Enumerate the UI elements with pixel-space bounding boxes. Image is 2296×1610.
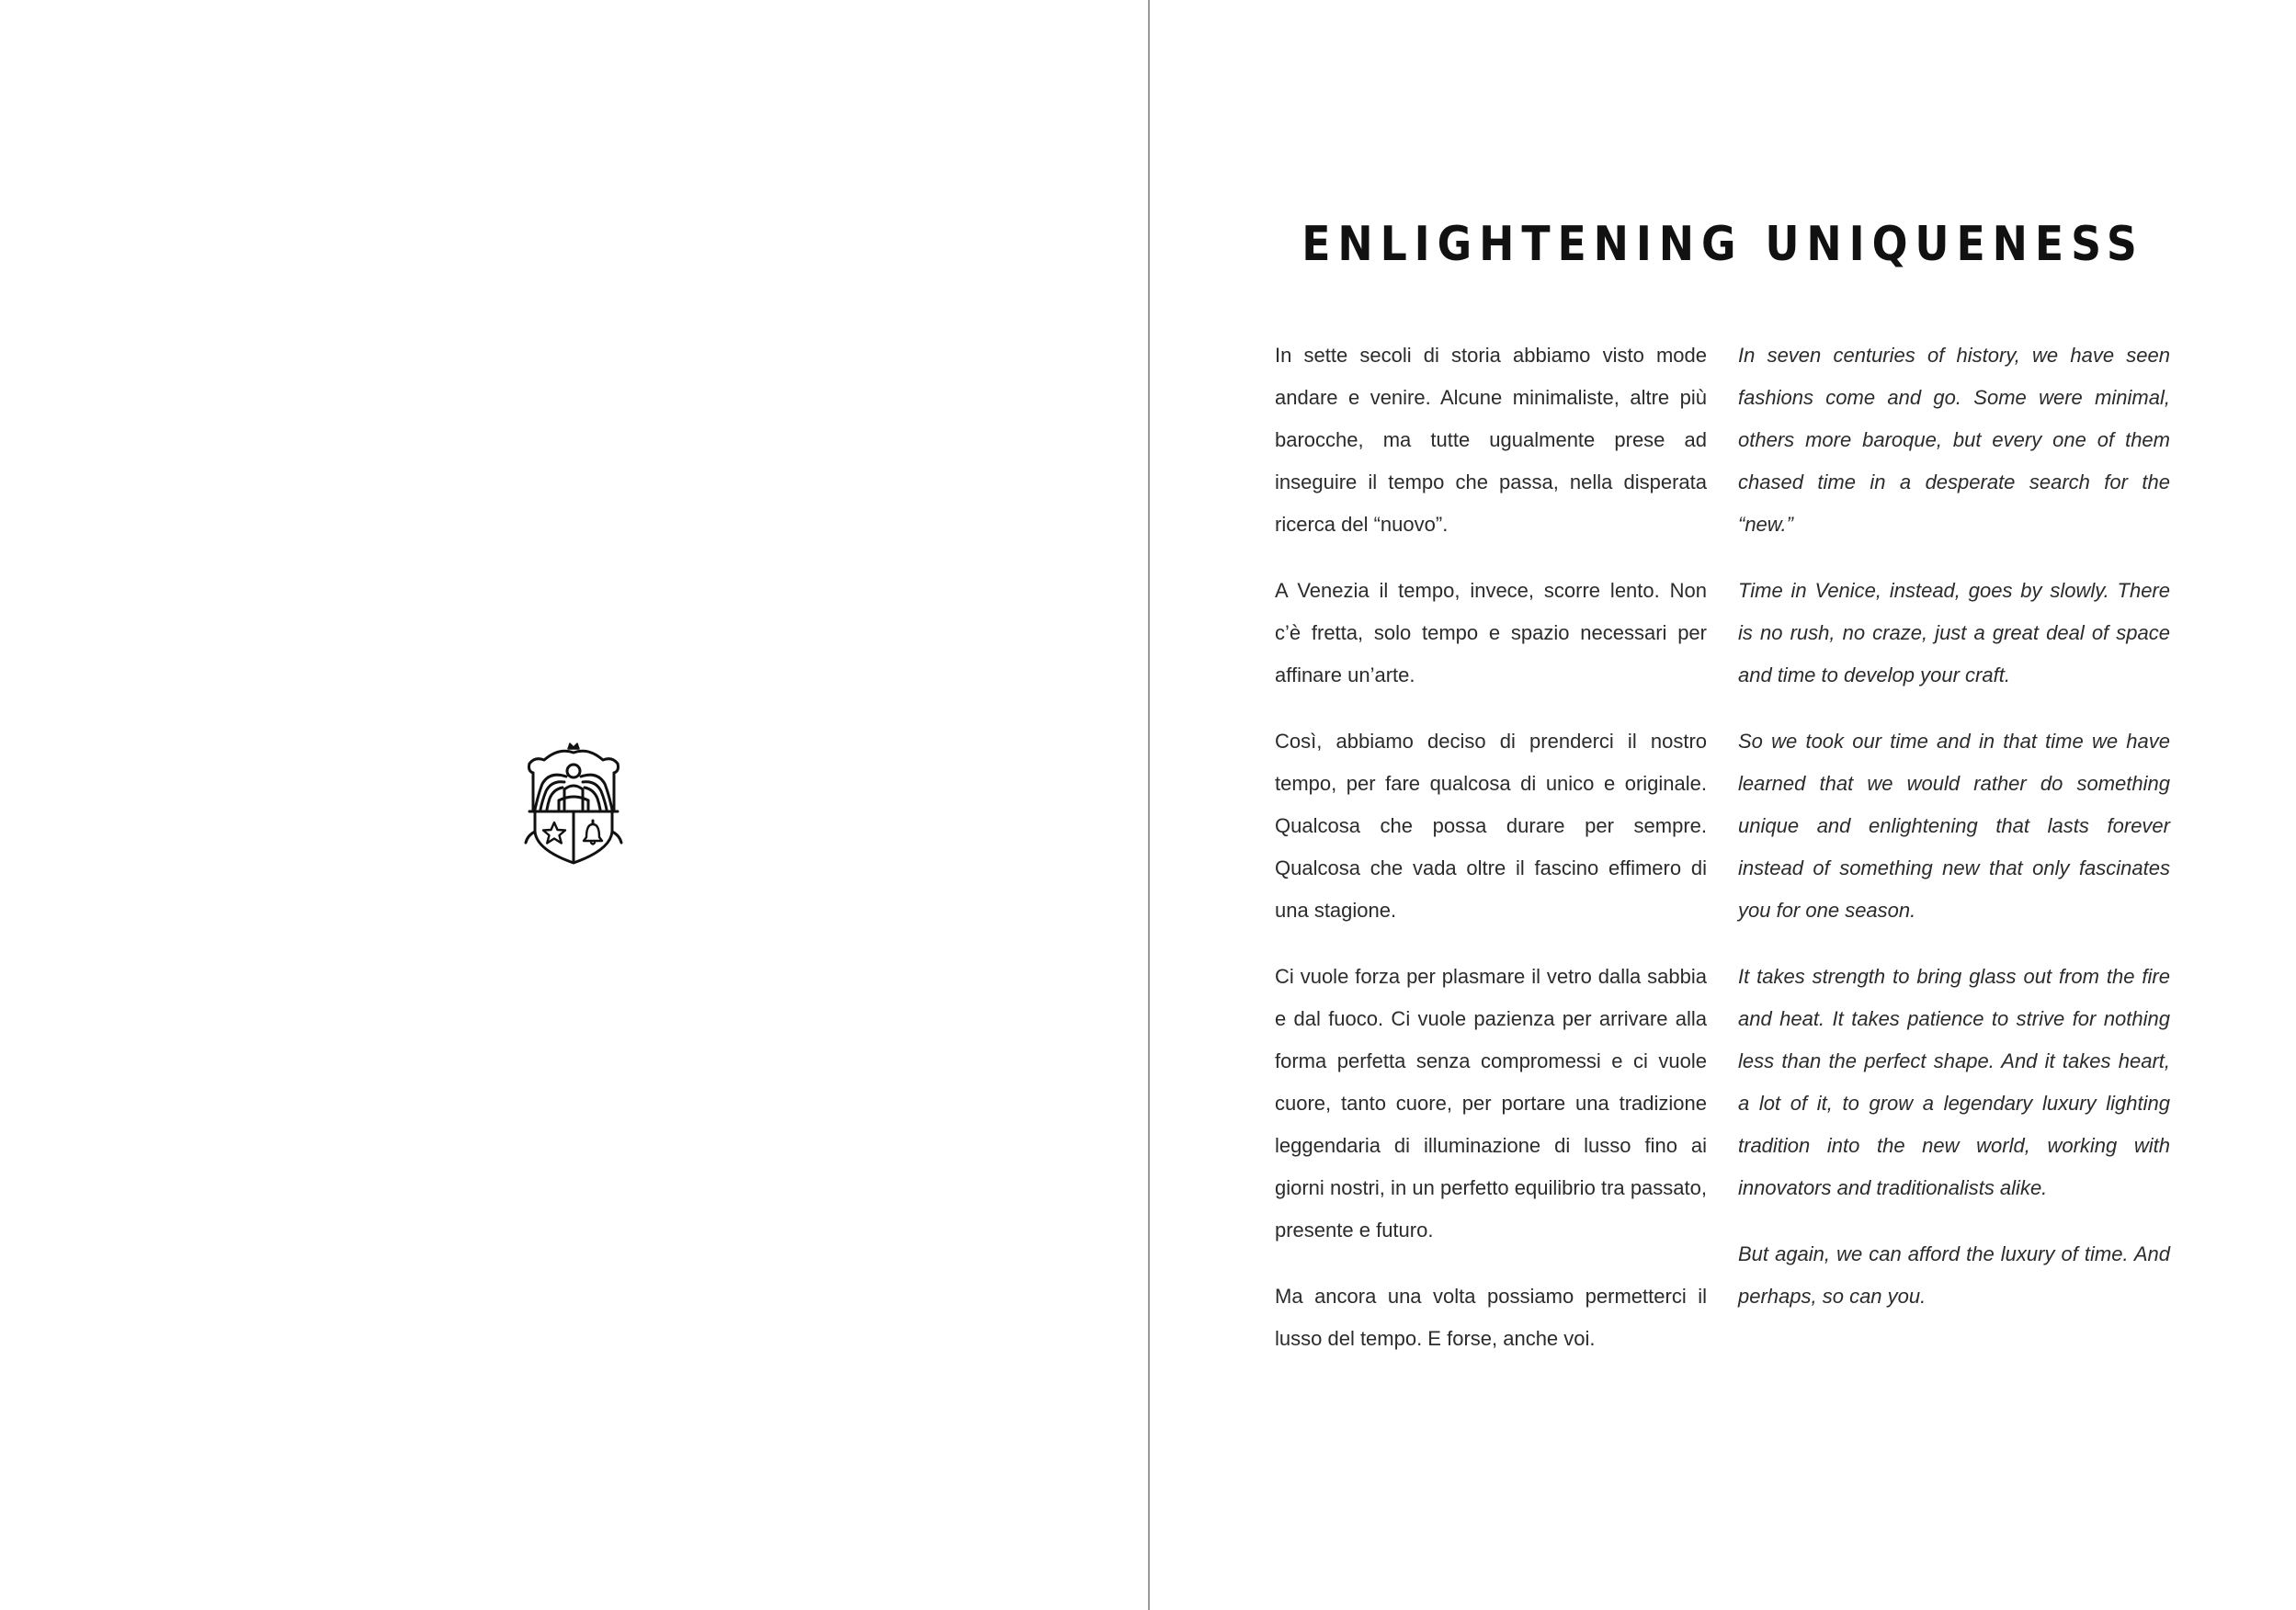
crest-icon bbox=[522, 740, 625, 868]
english-paragraph: In seven centuries of history, we have seen fashions come and go. Some were minimal, others more baroque, but every one of them chased time in a desperate search for the “new.” bbox=[1738, 344, 2170, 536]
english-paragraph: So we took our time and in that time we have learned that we would rather do something unique and enlightening that lasts forever instead of something new that only fascinates you for one season. bbox=[1738, 730, 2170, 922]
italian-paragraph: Così, abbiamo deciso di prenderci il nostro tempo, per fare qualcosa di unico e originale. Qualcosa che possa durare per sempre. Qualcosa che vada oltre il fascino effimero di una stagione. bbox=[1275, 730, 1707, 922]
italian-paragraph: In sette secoli di storia abbiamo visto mode andare e venire. Alcune minimaliste, altre più barocche, ma tutte ugualmente prese ad inseguire il tempo che passa, nella disperata ricerca del “nuovo”. bbox=[1275, 344, 1707, 536]
italian-paragraph: Ma ancora una volta possiamo permetterci il lusso del tempo. E forse, anche voi. bbox=[1275, 1285, 1707, 1350]
right-page bbox=[1150, 0, 2296, 1610]
page-title: ENLIGHTENING UNIQUENESS bbox=[1301, 217, 2144, 272]
italian-column bbox=[1275, 334, 1707, 1384]
english-paragraph: But again, we can afford the luxury of time. And perhaps, so can you. bbox=[1738, 1242, 2170, 1308]
italian-paragraph: A Venezia il tempo, invece, scorre lento. Non c’è fretta, solo tempo e spazio necessari per affinare un’arte. bbox=[1275, 579, 1707, 686]
english-paragraph: Time in Venice, instead, goes by slowly. There is no rush, no craze, just a great deal of space and time to develop your craft. bbox=[1738, 579, 2170, 686]
italian-paragraph: Ci vuole forza per plasmare il vetro dalla sabbia e dal fuoco. Ci vuole pazienza per arrivare alla forma perfetta senza compromessi e ci vuole cuore, tanto cuore, per portare una tradizione leggendaria di illuminazione di lusso fino ai giorni nostri, in un perfetto equilibrio tra passato, presente e futuro. bbox=[1275, 965, 1707, 1242]
english-column bbox=[1738, 334, 2170, 1342]
english-paragraph: It takes strength to bring glass out from the fire and heat. It takes patience to strive for nothing less than the perfect shape. And it takes heart, a lot of it, to grow a legendary luxury lighting tradition into the new world, working with innovators and traditionalists alike. bbox=[1738, 965, 2170, 1199]
